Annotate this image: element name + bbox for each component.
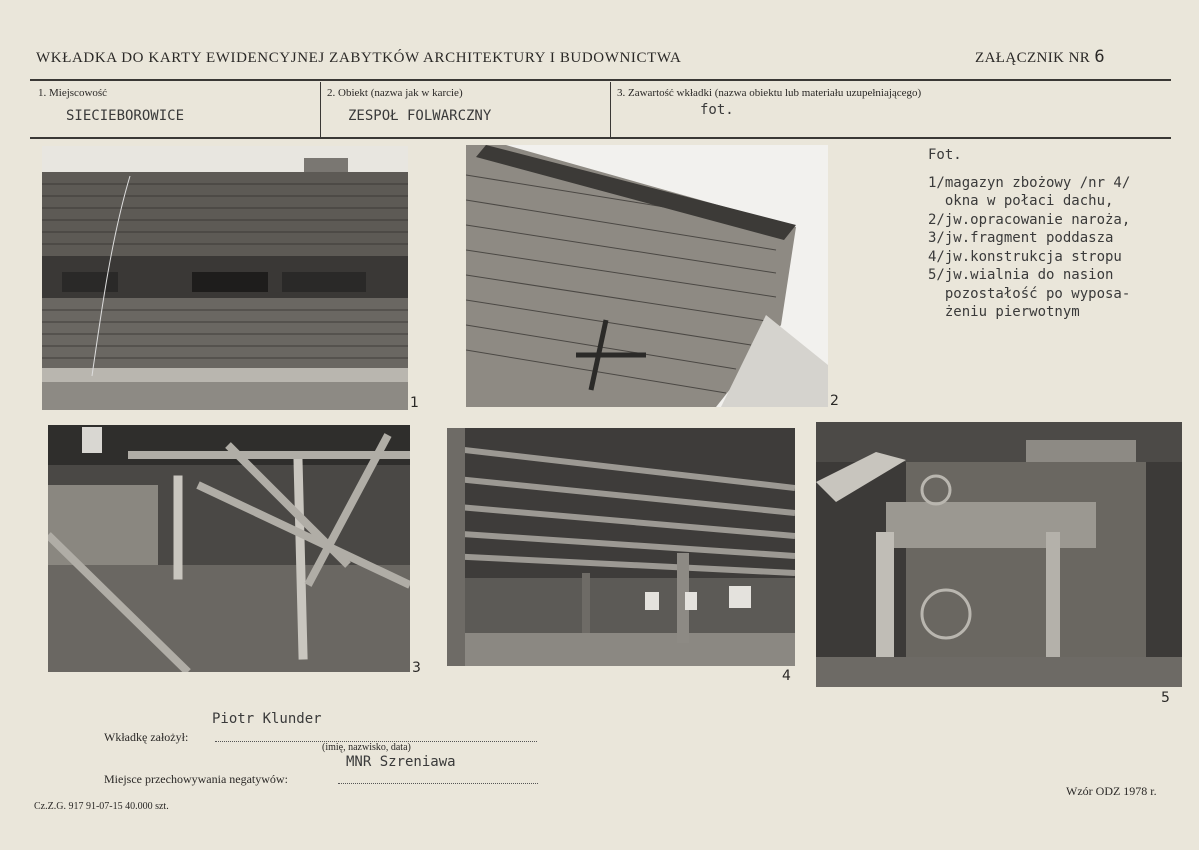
form-model: Wzór ODZ 1978 r. [1066, 784, 1157, 798]
photo-number-5: 5 [1161, 690, 1170, 706]
photo-brick-gable [466, 145, 828, 407]
photo-number-3: 3 [412, 660, 421, 676]
field-location-value: SIECIEBOROWICE [66, 108, 185, 124]
photo-seed-winnower [816, 422, 1182, 687]
notes-line: pozostałość po wyposa- [928, 285, 1131, 302]
author-value: Piotr Klunder [212, 711, 322, 727]
field-divider-2 [610, 82, 611, 138]
photo-roof-windows [42, 146, 408, 410]
photo-ceiling-structure [447, 428, 795, 666]
annex-label [975, 47, 1105, 67]
photo-number-4: 4 [782, 668, 791, 684]
notes-line: okna w połaci dachu, [928, 193, 1114, 209]
field-content-value: fot. [700, 102, 734, 118]
author-label: Wkładkę założył: [104, 730, 189, 744]
photo-descriptions [928, 146, 1130, 322]
annex-label-text: ZAŁĄCZNIK NR [975, 50, 1091, 66]
notes-heading: Fot. [928, 147, 962, 163]
photo-number-2: 2 [830, 393, 839, 409]
field-object-value: ZESPOŁ FOLWARCZNY [348, 108, 492, 124]
author-hint: (imię, nazwisko, data) [322, 742, 411, 753]
field-location-label: 1. Miejscowość [38, 87, 108, 99]
notes-line: 4/jw.konstrukcja stropu [928, 248, 1122, 265]
card-title: WKŁADKA DO KARTY EWIDENCYJNEJ ZABYTKÓW ARCHITEKTURY I BUDOWNICTWA [36, 50, 682, 66]
notes-line: 5/jw.wialnia do nasion [928, 267, 1114, 283]
notes-line: 2/jw.opracowanie naroża, [928, 211, 1131, 228]
photo-number-1: 1 [410, 395, 419, 411]
storage-label: Miejsce przechowywania negatywów: [104, 772, 288, 786]
field-object-label: 2. Obiekt (nazwa jak w karcie) [327, 87, 463, 99]
header-rule-bottom [30, 137, 1171, 139]
photo-attic-fragment [48, 425, 410, 672]
notes-line: żeniu pierwotnym [928, 304, 1080, 320]
storage-dotted-line [338, 783, 538, 784]
field-content-label: 3. Zawartość wkładki (nazwa obiektu lub materiału uzupełniającego) [617, 87, 922, 99]
notes-line: 3/jw.fragment poddasza [928, 230, 1114, 246]
print-info: Cz.Z.G. 917 91-07-15 40.000 szt. [34, 801, 169, 812]
notes-line: 1/magazyn zbożowy /nr 4/ [928, 174, 1131, 191]
annex-number: 6 [1094, 47, 1106, 67]
storage-value: MNR Szreniawa [346, 754, 456, 770]
header-rule-top [30, 79, 1171, 81]
field-divider-1 [320, 82, 321, 138]
